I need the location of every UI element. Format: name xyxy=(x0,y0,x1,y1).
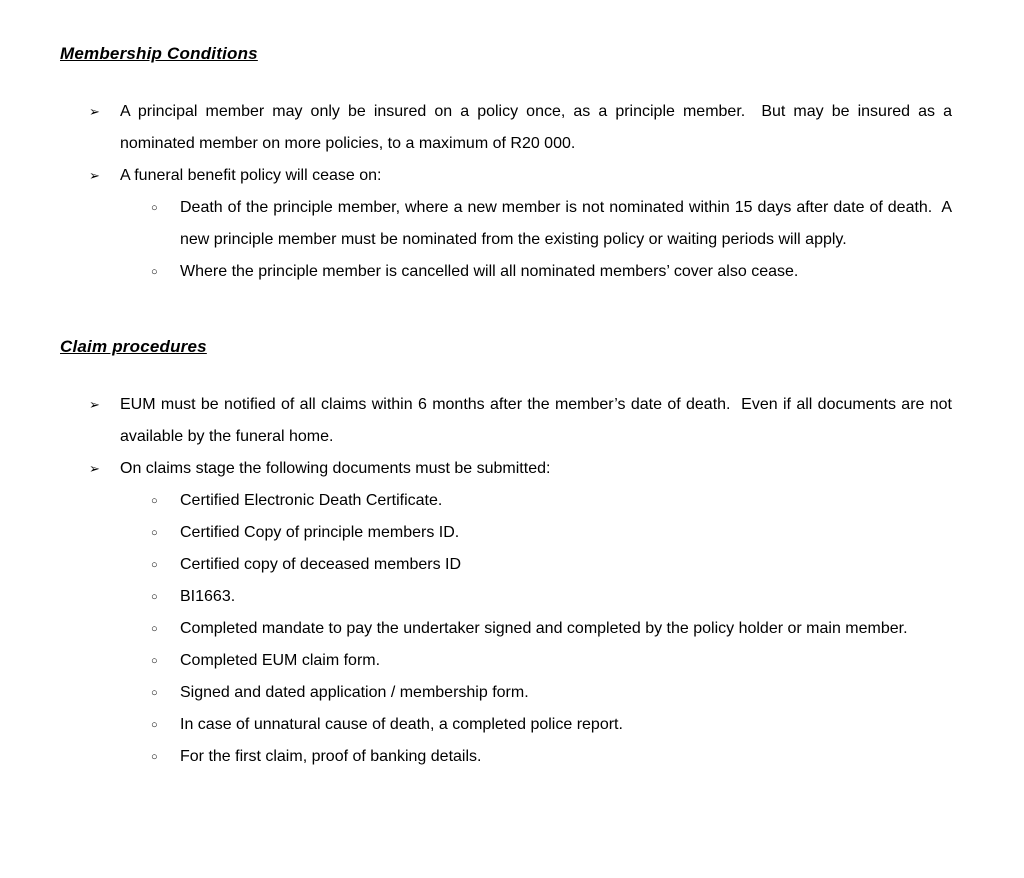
circle-bullet-icon: ○ xyxy=(151,719,158,731)
circle-bullet-icon: ○ xyxy=(151,266,158,278)
bullet-list xyxy=(0,389,1024,773)
circle-bullet-icon: ○ xyxy=(151,591,158,603)
circle-bullet-icon: ○ xyxy=(151,202,158,214)
section-heading: Membership Conditions xyxy=(60,44,258,63)
list-item-text: Signed and dated application / membership form. xyxy=(180,684,529,701)
list-item-text: For the first claim, proof of banking details. xyxy=(180,748,482,765)
section-membership-conditions xyxy=(0,44,1024,288)
arrow-bullet-icon: ➢ xyxy=(89,461,100,476)
section-heading: Claim procedures xyxy=(60,337,207,356)
list-item xyxy=(151,677,952,709)
circle-bullet-icon: ○ xyxy=(151,559,158,571)
list-item xyxy=(151,192,957,256)
list-item xyxy=(151,485,952,517)
circle-bullet-icon: ○ xyxy=(151,687,158,699)
list-item xyxy=(89,160,952,192)
list-item-text: Where the principle member is cancelled will all nominated members’ cover also cease. xyxy=(180,263,799,280)
list-item-text: A principal member may only be insured on a policy once, as a principle member. But may be insured as a nominated member on more policies, to a maximum of R20 000. xyxy=(120,103,957,152)
list-item-text: BI1663. xyxy=(180,588,236,605)
circle-bullet-icon: ○ xyxy=(151,495,158,507)
list-item-text: A funeral benefit policy will cease on: xyxy=(120,167,382,184)
list-item xyxy=(151,709,952,741)
list-item-text: Completed mandate to pay the undertaker signed and completed by the policy holder or main member. xyxy=(180,620,908,637)
arrow-bullet-icon: ➢ xyxy=(89,168,100,183)
list-item-text: Certified Copy of principle members ID. xyxy=(180,524,460,541)
bullet-list xyxy=(0,96,1024,288)
list-item xyxy=(151,645,952,677)
list-item-text: Certified copy of deceased members ID xyxy=(180,556,462,573)
list-item-text: Certified Electronic Death Certificate. xyxy=(180,492,443,509)
list-item xyxy=(89,96,957,160)
list-item xyxy=(151,549,952,581)
arrow-bullet-icon: ➢ xyxy=(89,104,100,119)
list-item xyxy=(151,613,952,645)
list-item-text: In case of unnatural cause of death, a completed police report. xyxy=(180,716,623,733)
list-item xyxy=(151,581,952,613)
list-item xyxy=(89,389,957,453)
arrow-bullet-icon: ➢ xyxy=(89,397,100,412)
list-item xyxy=(151,256,952,288)
list-item xyxy=(89,453,952,485)
list-item xyxy=(151,741,952,773)
list-item-text: Death of the principle member, where a new member is not nominated within 15 days after date of death. A new principle member must be nominated from the existing policy or waiting periods will apply. xyxy=(180,199,957,248)
section-claim-procedures xyxy=(0,337,1024,773)
list-item xyxy=(151,517,952,549)
circle-bullet-icon: ○ xyxy=(151,655,158,667)
list-item-text: On claims stage the following documents must be submitted: xyxy=(120,460,551,477)
circle-bullet-icon: ○ xyxy=(151,751,158,763)
circle-bullet-icon: ○ xyxy=(151,623,158,635)
list-item-text: Completed EUM claim form. xyxy=(180,652,381,669)
circle-bullet-icon: ○ xyxy=(151,527,158,539)
list-item-text: EUM must be notified of all claims within 6 months after the member’s date of death. Even if all documents are not available by the funeral home. xyxy=(120,396,957,445)
